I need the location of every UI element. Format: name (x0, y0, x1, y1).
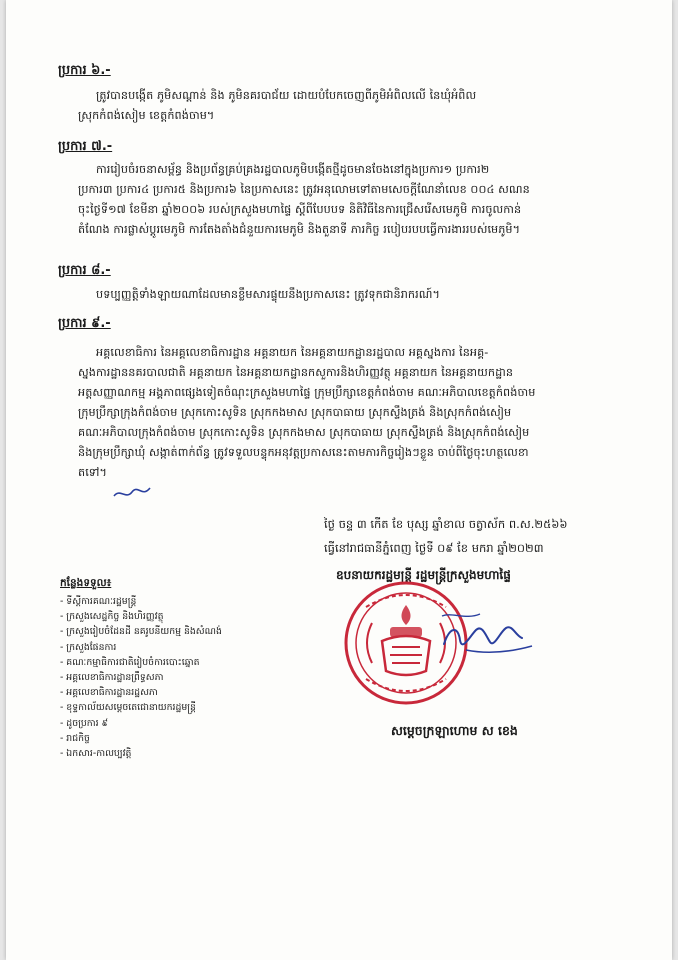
recipients-heading: កន្លែងទទួល៖ (60, 577, 112, 589)
list-item: - អគ្គលេខាធិការដ្ឋានរដ្ឋសភា (60, 687, 158, 699)
list-item: - ទីស្តីការគណៈរដ្ឋមន្ត្រី (60, 596, 137, 607)
list-item: - ក្រសួងផែនការ (60, 641, 117, 653)
article-6-heading: ប្រការ ៦.- (58, 63, 111, 78)
article-8-text: បទប្បញ្ញត្តិទាំងឡាយណាដែលមានខ្លឹមសារផ្ទុយនឹងប្រកាសនេះ ត្រូវទុកជានិរាករណ៍។ (96, 288, 441, 301)
article-6-text: ត្រូវបានបង្កើត ភូមិសណ្តាន់ និង ភូមិនគរបាជ័យ ដោយបំបែកចេញពីភូមិអំពិលលើ នៃឃុំអំពិល ស្រុកកំពង់សៀម ខេត្តកំពង់ចាម។ (78, 89, 477, 122)
list-item: - ដូចប្រការ ៩ (60, 717, 109, 729)
article-9-heading: ប្រការ ៩.- (58, 316, 111, 331)
document-page (6, 0, 672, 960)
list-item: - រាជកិច្ច (60, 732, 90, 744)
signer-title: ឧបនាយករដ្ឋមន្ត្រី រដ្ឋមន្ត្រីក្រសួងមហាផ្ទៃ (336, 568, 511, 582)
article-9-text: អគ្គលេខាធិការ នៃអគ្គលេខាធិការដ្ឋាន អគ្គនាយក នៃអគ្គនាយកដ្ឋានរដ្ឋបាល អគ្គស្នងការ នៃអគ្គ- ស្នងការដ្ឋាននគរបាលជាតិ អគ្គនាយក នៃអគ្គនាយកដ្ឋានកសួការនិងហិរញ្ញវត្ថុ អគ្គនាយក នៃអគ្គនាយកដ្ឋាន អត្តសញ្ញាណកម្ម អង្គភាពផ្សេងទៀតចំណុះក្រសួងមហាផ្ទៃ ក្រុមប្រឹក្សាខេត្តកំពង់ចាម គណៈអភិបាលខេត្តកំពង់ចាម ក្រុមប្រឹក្សាក្រុងកំពង់ចាម ស្រុកកោះសូទិន ស្រុកកងមាស ស្រុកបាធាយ ស្រុកស្ទឹងត្រង់ និងស្រុកកំពង់សៀម គណៈអភិបាលក្រុងកំពង់ចាម ស្រុកកោះសូទិន ស្រុកកងមាស ស្រុកបាធាយ ស្រុកស្ទឹងត្រង់ និងស្រុកកំពង់សៀម និងក្រុមប្រឹក្សាឃុំ សង្កាត់ពាក់ព័ន្ធ ត្រូវទទួលបន្ទុកអនុវត្តប្រកាសនេះតាមភារកិច្ចរៀងៗខ្លួន ចាប់ពីថ្ងៃចុះហត្ថលេខា តទៅ។ (78, 346, 536, 479)
list-item: - ឯកសារ-កាលប្បវត្តិ (60, 748, 132, 760)
list-item: - ខុទ្ទកាល័យសម្តេចតេជោនាយករដ្ឋមន្ត្រី (60, 702, 196, 714)
list-item: - គណៈកម្មាធិការជាតិរៀបចំការបោះឆ្នោត (60, 656, 200, 668)
signature-icon (436, 606, 546, 662)
solar-date: ធ្វើនៅរាជធានីភ្នំពេញ ថ្ងៃទី ០៩ ខែ មករា ឆ្នាំ២០២៣ (324, 541, 544, 555)
signer-name: សម្តេចក្រឡាហោម ស ខេង (391, 723, 518, 738)
article-7-text: ការរៀបចំរចនាសម្ព័ន្ធ និងប្រព័ន្ធគ្រប់គ្រងរដ្ឋបាលភូមិបង្កើតថ្មីដូចមានចែងនៅក្នុងប្រការ១ ប្រការ២ ប្រការ៣ ប្រការ៤ ប្រការ៥ និងប្រការ៦ នៃប្រកាសនេះ ត្រូវអនុលោមទៅតាមសេចក្តីណែនាំលេខ ០០៤ សណន ចុះថ្ងៃទី១៧ ខែមីនា ឆ្នាំ២០០៦ របស់ក្រសួងមហាផ្ទៃ ស្តីពីបែបបទ និតិវិធីនៃការជ្រើសរើសមេភូមិ ការចូលកាន់ តំណែង ការផ្លាស់ប្តូរមេភូមិ ការតែងតាំងជំនួយការមេភូមិ និងតួនាទី ភារកិច្ច របៀបរបបធ្វើការងាររបស់មេភូមិ។ (78, 163, 530, 236)
article-8-heading: ប្រការ ៨.- (58, 263, 111, 278)
list-item: - ក្រសួងរៀបចំដែនដី នគរូបនីយកម្ម និងសំណង់ (60, 626, 222, 638)
article-7-heading: ប្រការ ៧.- (58, 139, 113, 154)
recipients-list (60, 577, 300, 761)
pen-mark-icon (112, 484, 152, 502)
lunar-date: ថ្ងៃ ចន្ទ ៣ កើត ខែ បុស្ស ឆ្នាំខាល ចត្វាស័ក ព.ស.២៥៦៦ (324, 517, 568, 531)
list-item: - អគ្គលេខាធិការដ្ឋានព្រឹទ្ធសភា (60, 672, 164, 684)
list-item: - ក្រសួងសេដ្ឋកិច្ច និងហិរញ្ញវត្ថុ (60, 611, 164, 623)
